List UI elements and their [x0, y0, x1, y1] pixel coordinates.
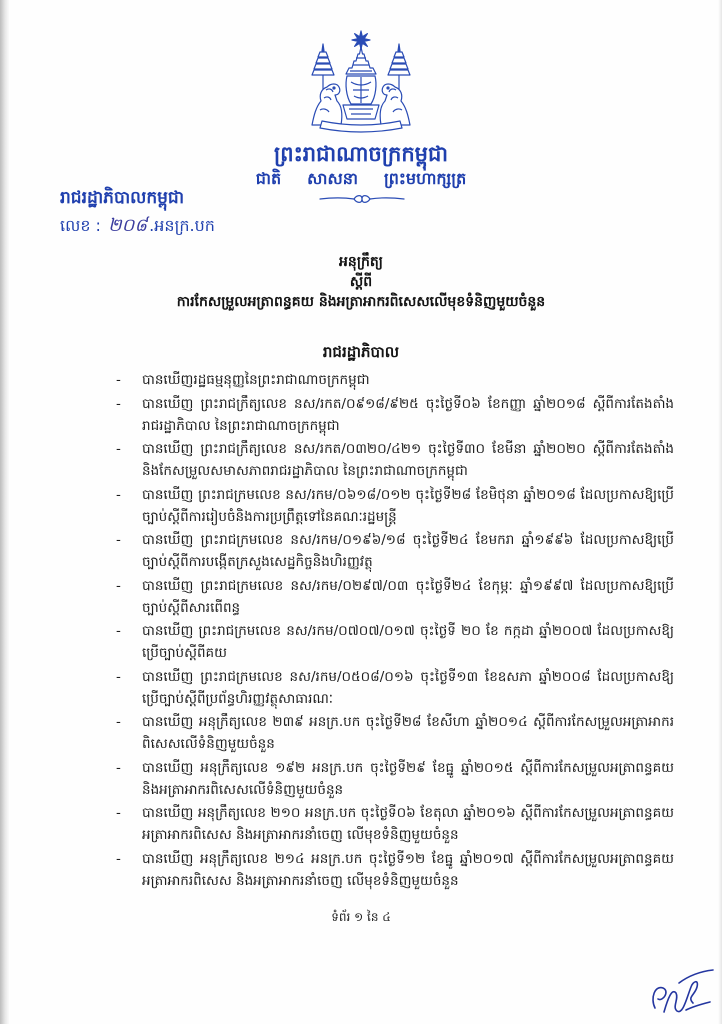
concerning-heading: ស្តីពី — [349, 274, 373, 290]
list-item — [112, 620, 674, 664]
number-label: លេខ : — [60, 216, 101, 235]
list-item — [112, 757, 674, 801]
list-item — [112, 369, 674, 391]
list-item — [112, 711, 674, 755]
government-name: រាជរដ្ឋាភិបាលកម្ពុជា — [60, 188, 185, 208]
consideration-text: បានឃើញ ព្រះរាជក្រឹត្យលេខ នស/រកត/០៩១៨/៩២៥ ចុះថ្ងៃទី០៦ ខែកញ្ញា ឆ្នាំ២០១៨ ស្តីពីការតែងតាំងរាជរដ្ឋាភិបាល នៃព្រះរាជាណាចក្រកម្ពុជា — [142, 395, 674, 434]
considerations-list — [112, 369, 674, 893]
doc-type-heading: អនុក្រឹត្យ — [339, 254, 383, 270]
consideration-text: បានឃើញ ព្រះរាជក្រមលេខ នស/រកម/០២៩៧/០៣ ចុះថ្ងៃទី២៤ ខែកុម្ភៈ ឆ្នាំ១៩៩៧ ដែលប្រកាសឱ្យប្រើច្បាប់ស្តីពីសារពើពន្ធ — [142, 577, 674, 616]
consideration-text: បានឃើញរដ្ឋធម្មនុញ្ញនៃព្រះរាជាណាចក្រកម្ពុជា — [142, 372, 370, 388]
bullet-dash: - — [116, 668, 121, 685]
consideration-text: បានឃើញ ព្រះរាជក្រឹត្យលេខ នស/រកត/០៣២០/៤២១ ចុះថ្ងៃទី៣០ ខែមីនា ឆ្នាំ២០២០ ស្តីពីការតែងតាំងនិងកែសម្រួលសមាសភាពរាជរដ្ឋាភិបាល នៃព្រះរាជាណាចក្រកម្ពុជា — [142, 441, 674, 479]
subject-heading: ការកែសម្រួលអត្រាពន្ធគយ និងអត្រាអាករពិសេសលើមុខទំនិញមួយចំនួន — [176, 294, 546, 310]
list-item — [112, 484, 674, 528]
bullet-dash: - — [116, 759, 121, 776]
number-handwritten: ២០៨ — [108, 215, 148, 236]
consideration-text: បានឃើញ ព្រះរាជក្រមលេខ នស/រកម/០៥០៨/០១៦ ចុះថ្ងៃទី១៣ ខែឧសភា ឆ្នាំ២០០៨ ដែលប្រកាសឱ្យប្រើច្បាប់ស្តីពីប្រព័ន្ធហិរញ្ញវត្ថុសាធារណៈ — [142, 668, 674, 707]
bullet-dash: - — [116, 441, 121, 457]
consideration-text: បានឃើញ អនុក្រឹត្យលេខ ១៩២ អនក្រ.បក ចុះថ្ងៃទី២៩ ខែធ្នូ ឆ្នាំ២០១៥ ស្តីពីការកែសម្រួលអត្រាពន្ធគយ និងអត្រាអាករពិសេសលើទំនិញមួយចំនួន — [142, 759, 674, 798]
list-item — [112, 438, 674, 482]
consideration-text: បានឃើញ អនុក្រឹត្យលេខ ២១០ អនក្រ.បក ចុះថ្ងៃទី០៦ ខែតុលា ឆ្នាំ២០១៦ ស្តីពីការកែសម្រួលអត្រាពន្ធគយ អត្រាអាករពិសេស និងអត្រាអាករនាំចេញ លើមុខទំនិញមួយចំនួន — [142, 805, 674, 843]
consideration-text: បានឃើញ ព្រះរាជក្រមលេខ នស/រកម/០១៩៦/១៨ ចុះថ្ងៃទី២៤ ខែមករា ឆ្នាំ១៩៩៦ ដែលប្រកាសឱ្យប្រើច្បាប់ស្តីពីការបង្កើតក្រសួងសេដ្ឋកិច្ចនិងហិរញ្ញវត្ថុ — [142, 532, 674, 570]
consideration-text: បានឃើញ អនុក្រឹត្យលេខ ២៣៩ អនក្រ.បក ចុះថ្ងៃទី២៨ ខែសីហា ឆ្នាំ២០១៤ ស្តីពីការកែសម្រួលអត្រាអាករពិសេសលើទំនិញមួយចំនួន — [142, 714, 674, 752]
motto-nation: ជាតិ — [255, 169, 282, 188]
list-item — [112, 575, 674, 619]
number-suffix: .អនក្រ.បក — [149, 216, 215, 235]
consideration-text: បានឃើញ ព្រះរាជក្រមលេខ នស/រកម/០៧០៧/០១៧ ចុះថ្ងៃទី ២០ ខែ កក្កដា ឆ្នាំ២០០៧ ដែលប្រកាសឱ្យប្រើច្បាប់ស្តីពីគយ — [142, 623, 674, 661]
list-item — [112, 802, 674, 846]
list-item — [112, 848, 674, 892]
bullet-dash: - — [116, 486, 121, 503]
document-number — [60, 214, 215, 238]
motto-king: ព្រះមហាក្សត្រ — [383, 169, 467, 188]
authority-heading: រាជរដ្ឋាភិបាល — [322, 343, 400, 361]
consideration-text: បានឃើញ អនុក្រឹត្យលេខ ២១៤ អនក្រ.បក ចុះថ្ងៃទី១២ ខែធ្នូ ឆ្នាំ២០១៧ ស្តីពីការកែសម្រួលអត្រាពន្ធគយ អត្រាអាករពិសេស និងអត្រាអាករនាំចេញ លើមុខទំនិញមួយចំនួន — [142, 850, 674, 889]
bullet-dash: - — [116, 577, 121, 594]
kingdom-heading: ព្រះរាជាណាចក្រកម្ពុជា — [273, 141, 448, 166]
header-ornament-divider-icon — [318, 193, 406, 205]
bullet-dash: - — [116, 372, 121, 388]
consideration-text: បានឃើញ ព្រះរាជក្រមលេខ នស/រកម/០៦១៨/០១២ ចុះថ្ងៃទី២៨ ខែមិថុនា ឆ្នាំ២០១៨ ដែលប្រកាសឱ្យប្រើច្បាប់ស្តីពីការរៀបចំនិងការប្រព្រឹត្តទៅនៃគណៈរដ្ឋមន្ត្រី — [142, 486, 674, 525]
initials-signature-icon — [646, 966, 716, 1018]
page-number: ទំព័រ ១ នៃ ៤ — [331, 910, 391, 924]
bullet-dash: - — [116, 850, 121, 867]
list-item — [112, 666, 674, 710]
bullet-dash: - — [116, 714, 121, 730]
motto-religion: សាសនា — [307, 169, 358, 188]
bullet-dash: - — [116, 532, 121, 548]
bullet-dash: - — [116, 395, 121, 412]
list-item — [112, 393, 674, 437]
document-title — [100, 252, 622, 312]
bullet-dash: - — [116, 623, 121, 639]
bullet-dash: - — [116, 805, 121, 821]
royal-coat-of-arms-icon — [302, 30, 420, 137]
list-item — [112, 529, 674, 573]
